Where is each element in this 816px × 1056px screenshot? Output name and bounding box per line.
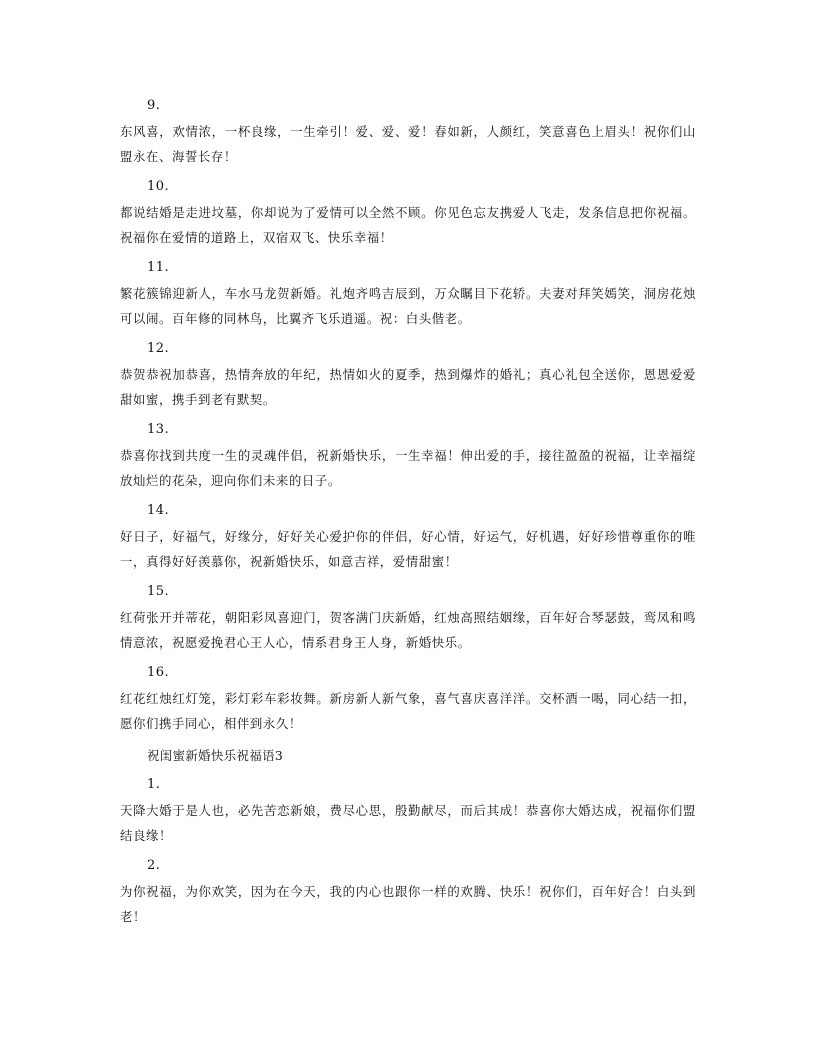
entry-text: 繁花簇锦迎新人，车水马龙贺新婚。礼炮齐鸣吉辰到，万众瞩目下花轿。夫妻对拜笑嫣笑，洞房花烛可以闹。百年修的同林鸟，比翼齐飞乐逍遥。祝：白头偕老。: [120, 286, 696, 326]
entry-number: 9.: [147, 98, 161, 113]
entry-text: 红花红烛红灯笼，彩灯彩车彩妆舞。新房新人新气象，喜气喜庆喜洋洋。交杯酒一喝，同心结一扣，愿你们携手同心，相伴到永久！: [120, 691, 696, 731]
entry-number: 11.: [147, 260, 170, 275]
entry-number: 2.: [147, 858, 161, 873]
entry-9: [120, 97, 696, 169]
entry-12: [120, 340, 696, 412]
entry-number: 13.: [147, 422, 170, 437]
entry-10: [120, 178, 696, 250]
entry-text: 恭贺恭祝加恭喜，热情奔放的年纪，热情如火的夏季，热到爆炸的婚礼；真心礼包全送你，恩恩爱爱甜如蜜，携手到老有默契。: [120, 367, 696, 407]
entry-13: [120, 421, 696, 493]
document-body: [120, 97, 696, 929]
entry-number: 14.: [147, 503, 170, 518]
entry-text: 天降大婚于是人也，必先苦恋新娘，费尽心思，殷勤献尽，而后其成！恭喜你大婚达成，祝福你们盟结良缘！: [120, 803, 696, 843]
entry-number: 16.: [147, 665, 170, 680]
entry-16: [120, 664, 696, 736]
entry-text: 为你祝福，为你欢笑，因为在今天，我的内心也跟你一样的欢腾、快乐！祝你们，百年好合！白头到老！: [120, 884, 696, 924]
entry-number: 12.: [147, 341, 170, 356]
entry-number: 15.: [147, 584, 170, 599]
entry-number: 10.: [147, 179, 170, 194]
entry-text: 东风喜，欢情浓，一杯良缘，一生牵引！爱、爱、爱！春如新，人颜红，笑意喜色上眉头！祝你们山盟永在、海誓长存！: [120, 124, 696, 164]
entry-11: [120, 259, 696, 331]
section-entry-1: [120, 776, 696, 848]
entry-text: 都说结婚是走进坟墓，你却说为了爱情可以全然不顾。你见色忘友携爱人飞走，发条信息把你祝福。祝福你在爱情的道路上，双宿双飞、快乐幸福！: [120, 205, 696, 245]
entry-14: [120, 502, 696, 574]
entry-text: 红荷张开并蒂花，朝阳彩凤喜迎门，贺客满门庆新婚，红烛高照结姻缘，百年好合琴瑟鼓，鸾凤和鸣情意浓，祝愿爱挽君心王人心，情系君身王人身，新婚快乐。: [120, 610, 696, 650]
section-heading: 祝闺蜜新婚快乐祝福语3: [147, 748, 284, 763]
entry-15: [120, 583, 696, 655]
entry-text: 恭喜你找到共度一生的灵魂伴侣，祝新婚快乐，一生幸福！伸出爱的手，接往盈盈的祝福，让幸福绽放灿烂的花朵，迎向你们未来的日子。: [120, 448, 696, 488]
section-entry-2: [120, 857, 696, 929]
entry-number: 1.: [147, 777, 161, 792]
entry-text: 好日子，好福气，好缘分，好好关心爱护你的伴侣，好心情，好运气，好机遇，好好珍惜尊重你的唯一，真得好好羡慕你，祝新婚快乐，如意吉祥，爱情甜蜜！: [120, 529, 696, 569]
